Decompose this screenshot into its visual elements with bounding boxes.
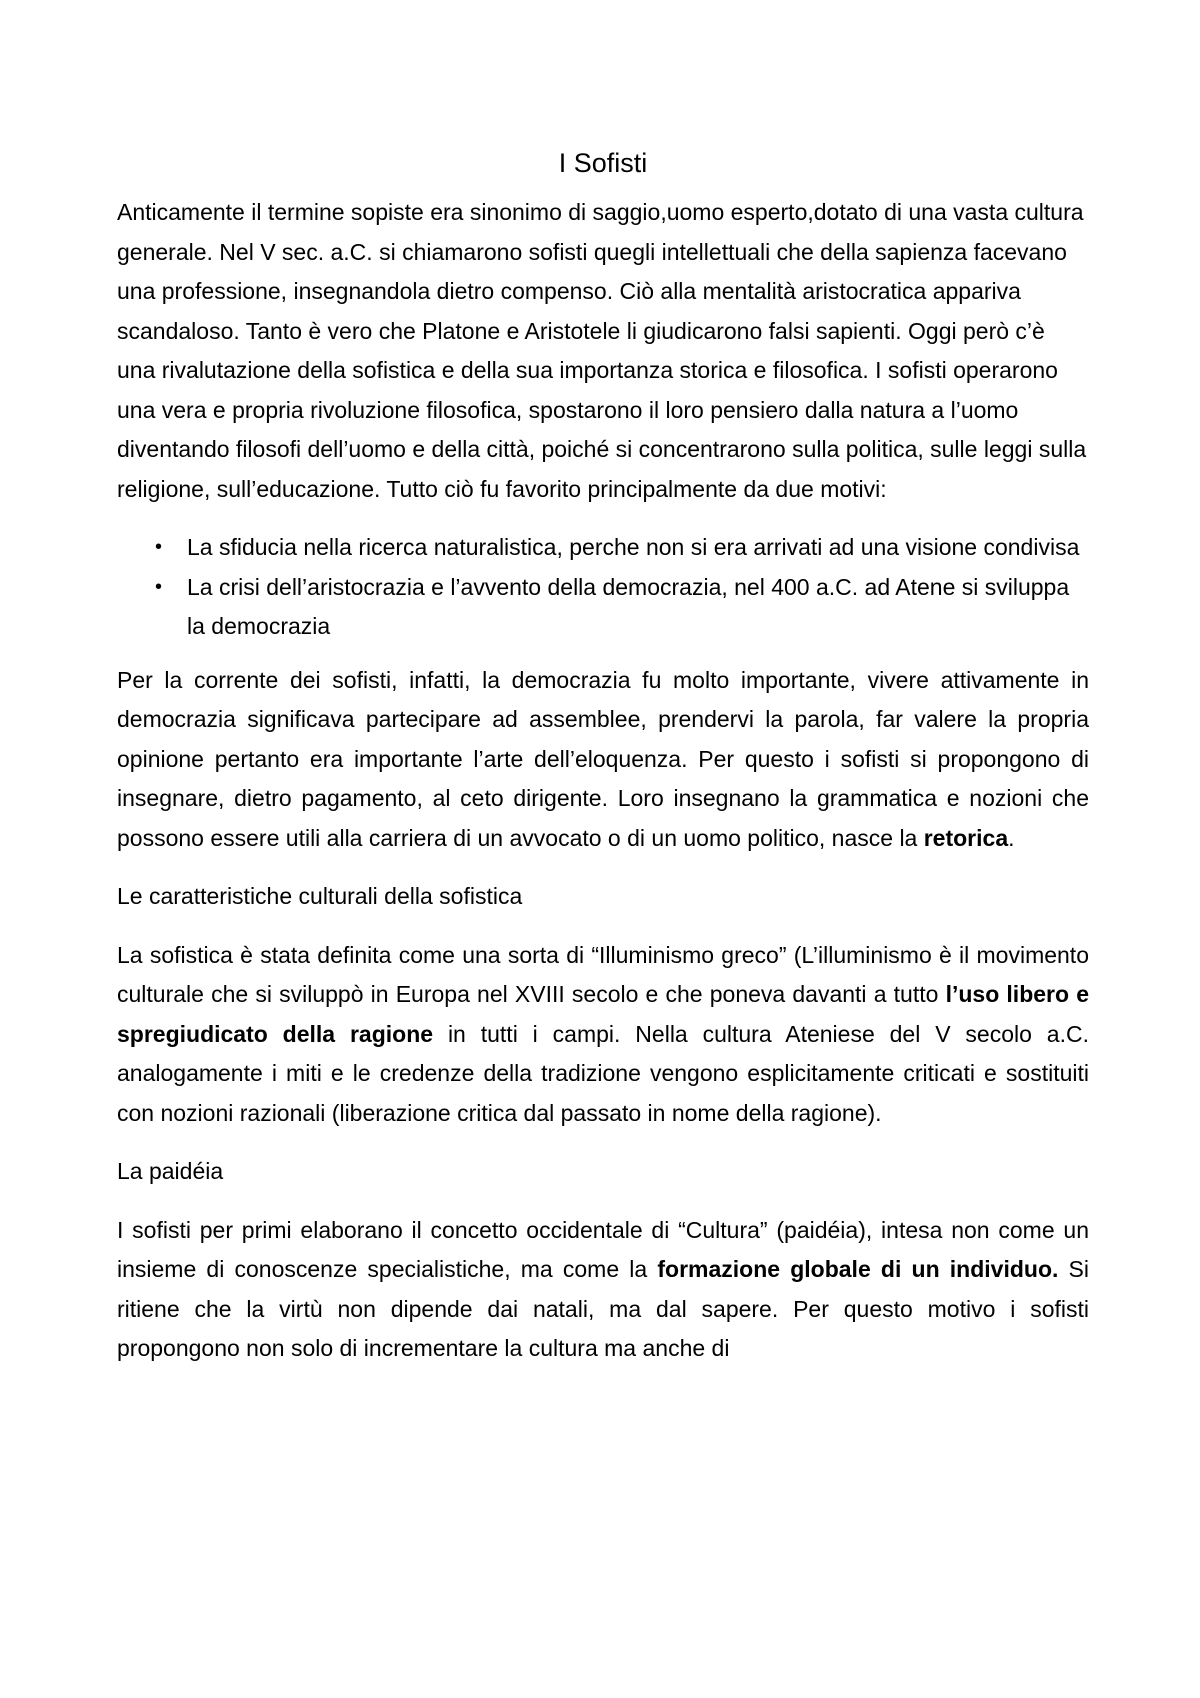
enlightenment-paragraph [117, 936, 1089, 1134]
democracy-text: Per la corrente dei sofisti, infatti, la democrazia fu molto importante, vivere attivamente in democrazia significava partecipare ad assemblee, prendervi la parola, far valere la propria opinione pertanto era importante l’arte dell’eloquenza. Per questo i sofisti si propongono di insegnare, dietro pagamento, al ceto dirigente. Loro insegnano la grammatica e nozioni che possono essere utili alla carriera di un avvocato o di un uomo politico, nasce la [117, 666, 1089, 851]
reasons-list [117, 528, 1089, 647]
retorica-term: retorica [923, 824, 1009, 851]
document-page [117, 143, 1089, 1388]
bullet-icon: • [155, 536, 163, 558]
enlightenment-text: La sofistica è stata definita come una sorta di “Illuminismo greco” (L’illuminismo è il movimento culturale che si sviluppò in Europa nel XVIII secolo e che poneva davanti a tutto [117, 941, 1089, 1007]
document-title: I Sofisti [558, 148, 648, 178]
section-heading-paideia: La paidéia [117, 1158, 224, 1184]
paideia-text-end: Si ritiene che la virtù non dipende dai natali, ma dal sapere. Per questo motivo i sofisti propongono non solo di incrementare la cultura ma anche di [117, 1256, 1090, 1361]
paideia-paragraph [117, 1211, 1089, 1369]
enlightenment-text-end: in tutti i campi. Nella cultura Ateniese del V secolo a.C. analogamente i miti e le credenze della tradizione vengono esplicitamente criticati e sostituiti con nozioni razionali (liberazione critica dal passato in nome della ragione). [117, 1020, 1089, 1126]
list-item-text: La sfiducia nella ricerca naturalistica, perche non si era arrivati ad una visione condivisa [187, 534, 1080, 560]
section-heading-culture: Le caratteristiche culturali della sofistica [117, 883, 523, 909]
democracy-text-end: . [1008, 824, 1015, 851]
democracy-paragraph [117, 661, 1089, 859]
list-item [117, 568, 1089, 647]
list-item [117, 528, 1089, 568]
reason-phrase: l’uso libero e spregiudicato della ragione [117, 981, 1089, 1047]
paideia-text: I sofisti per primi elaborano il concetto occidentale di “Cultura” (paidéia), intesa non come un insieme di conoscenze specialistiche, ma come la [117, 1216, 1089, 1282]
list-item-text: La crisi dell’aristocrazia e l’avvento della democrazia, nel 400 a.C. ad Atene si sviluppa la democrazia [187, 573, 1070, 639]
bullet-icon: • [155, 575, 163, 598]
intro-paragraph: Anticamente il termine sopiste era sinonimo di saggio,uomo esperto,dotato di una vasta cultura generale. Nel V sec. a.C. si chiamarono sofisti quegli intellettuali che della sapienza facevano una professione, insegnandola dietro compenso. Ciò alla mentalità aristocratica appariva scandaloso. Tanto è vero che Platone e Aristotele li giudicarono falsi sapienti. Oggi però c’è una rivalutazione della sofistica e della sua importanza storica e filosofica. I sofisti operarono una vera e propria rivoluzione filosofica, spostarono il loro pensiero dalla natura a l’uomo diventando filosofi dell’uomo e della città, poiché si concentrarono sulla politica, sulle leggi sulla religione, sull’educazione. Tutto ciò fu favorito principalmente da due motivi: [117, 199, 1087, 502]
global-formation-phrase: formazione globale di un individuo. [657, 1256, 1059, 1282]
